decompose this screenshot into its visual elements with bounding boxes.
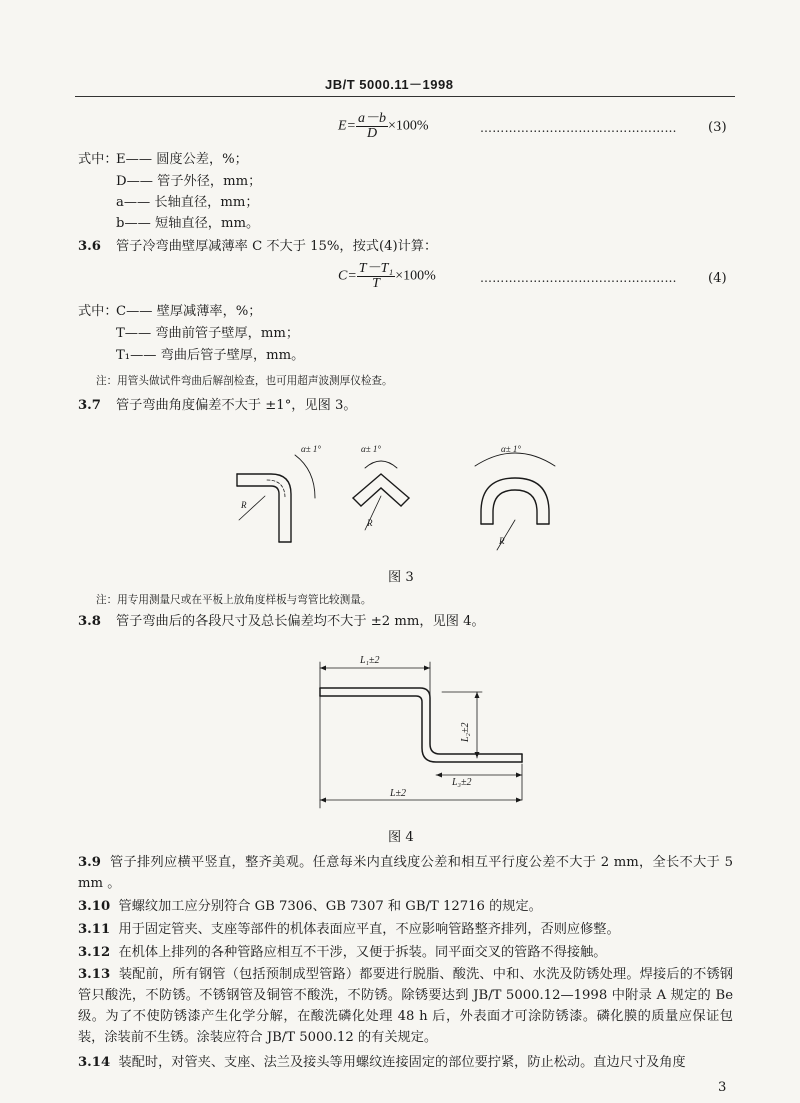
eq4-number: (4) <box>708 271 727 286</box>
figure-3-bend-angles <box>225 440 565 560</box>
where-lead-2: 式中： <box>78 304 118 319</box>
clause-3-14-number: 3.14 <box>78 1055 111 1070</box>
clause-3-12 <box>78 942 733 963</box>
eq3-number: (3) <box>708 120 727 135</box>
where1-item-d: D—— 管子外径，mm； <box>116 174 262 189</box>
eq3-denominator: D <box>366 126 378 141</box>
eq4-tail: ×100% <box>395 268 436 284</box>
eq4-leader-dots: ………………………………………… <box>480 271 677 285</box>
clause-3-8-text: 管子弯曲后的各段尺寸及总长偏差均不大于 ±2 mm，见图 4。 <box>116 614 485 629</box>
eq3-lhs: E= <box>338 118 356 134</box>
page-number: 3 <box>718 1080 727 1095</box>
where2-item-c: C—— 壁厚减薄率，%； <box>116 304 262 319</box>
eq3-leader-dots: ………………………………………… <box>480 121 677 135</box>
clause-3-12-text: 在机体上排列的各种管路应相互不干涉，又便于拆装。同平面交叉的管路不得接触。 <box>118 945 607 960</box>
fig3-r-label-3: R <box>499 536 505 546</box>
eq3-fraction <box>356 112 388 141</box>
clause-3-11-text: 用于固定管夹、支座等部件的机体表面应平直，不应影响管路整齐排列，否则应修整。 <box>118 922 620 937</box>
eq4-denominator: T <box>372 276 380 291</box>
figure-3-caption: 图 3 <box>388 570 414 585</box>
clause-3-11-number: 3.11 <box>78 922 111 937</box>
clause-3-12-number: 3.12 <box>78 945 111 960</box>
figure-4-caption: 图 4 <box>388 830 414 845</box>
eq3-tail: ×100% <box>388 118 429 134</box>
clause-3-13 <box>78 964 733 1048</box>
clause-3-9-number: 3.9 <box>78 855 101 870</box>
clause-3-6-number: 3.6 <box>78 239 101 254</box>
clause-3-13-text: 装配前，所有钢管（包括预制成型管路）都要进行脱脂、酸洗、中和、水洗及防锈处理。焊接后的不锈钢管只酸洗，不防锈。不锈钢管及铜管不酸洗，不防锈。除锈要达到 JB/T 5000.12—1998 中附录 A 规定的 Be 级。为了不使防锈漆产生化学分解，在酸洗磷化处理 48 h 后，外表面才可涂防锈漆。磷化膜的质量应保证包装，涂装前不生锈。涂装应符合 JB/T 5000.12 的有关规定。 <box>78 967 733 1045</box>
fig3-angle-label-3: α± 1° <box>501 444 522 454</box>
where1-item-b: b—— 短轴直径，mm。 <box>116 216 260 231</box>
fig3-angle-label-1: α± 1° <box>301 444 322 454</box>
where2-item-t: T—— 弯曲前管子壁厚，mm； <box>116 326 300 341</box>
eq4-numerator: T－T₁ <box>358 261 394 276</box>
clause-3-6-text: 管子冷弯曲壁厚减薄率 C 不大于 15%，按式(4)计算： <box>116 239 438 254</box>
fig4-label-l3: L₃±2 <box>452 777 472 788</box>
where1-item-e: E—— 圆度公差，%； <box>116 152 248 167</box>
clause-3-14-text: 装配时，对管夹、支座、法兰及接头等用螺纹连接固定的部位要拧紧，防止松动。直边尺寸及角度 <box>118 1055 686 1070</box>
fig3-angle-label-2: α± 1° <box>361 444 382 454</box>
fig4-label-l1: L₁±2 <box>360 655 380 666</box>
note-thickness-check: 注：用管头做试件弯曲后解剖检查，也可用超声波测厚仪检查。 <box>96 375 393 387</box>
figure-4-bent-pipe-dimensions <box>312 650 542 815</box>
clause-3-7-number: 3.7 <box>78 398 101 413</box>
equation-4 <box>338 262 436 291</box>
eq4-fraction <box>357 262 395 291</box>
clause-3-8-number: 3.8 <box>78 614 101 629</box>
equation-3 <box>338 112 429 141</box>
clause-3-9-text: 管子排列应横平竖直，整齐美观。任意每米内直线度公差和相互平行度公差不大于 2 mm，全长不大于 5 mm 。 <box>78 855 733 891</box>
clause-3-7-text: 管子弯曲角度偏差不大于 ±1°，见图 3。 <box>116 398 357 413</box>
clause-3-10 <box>78 896 733 917</box>
clause-3-9 <box>78 852 733 894</box>
clause-3-10-number: 3.10 <box>78 899 111 914</box>
fig4-label-l2: L₂±2 <box>460 722 471 742</box>
document-code: JB/T 5000.11－1998 <box>325 77 454 92</box>
note-angle-measure: 注：用专用测量尺或在平板上放角度样板与弯管比较测量。 <box>96 594 372 606</box>
where-lead-1: 式中： <box>78 152 118 167</box>
header-rule <box>75 96 735 97</box>
where2-item-t1: T₁—— 弯曲后管子壁厚，mm。 <box>116 348 305 363</box>
where1-item-a: a—— 长轴直径，mm； <box>116 195 259 210</box>
fig3-r-label-1: R <box>241 500 247 510</box>
clause-3-13-number: 3.13 <box>78 967 111 982</box>
clause-3-11 <box>78 919 733 940</box>
eq4-lhs: C= <box>338 268 357 284</box>
fig3-r-label-2: R <box>367 518 373 528</box>
fig4-label-l: L±2 <box>390 788 407 799</box>
eq3-numerator: a－b <box>358 111 386 126</box>
clause-3-10-text: 管螺纹加工应分别符合 GB 7306、GB 7307 和 GB/T 12716 的规定。 <box>118 899 542 914</box>
clause-3-14 <box>78 1052 733 1073</box>
